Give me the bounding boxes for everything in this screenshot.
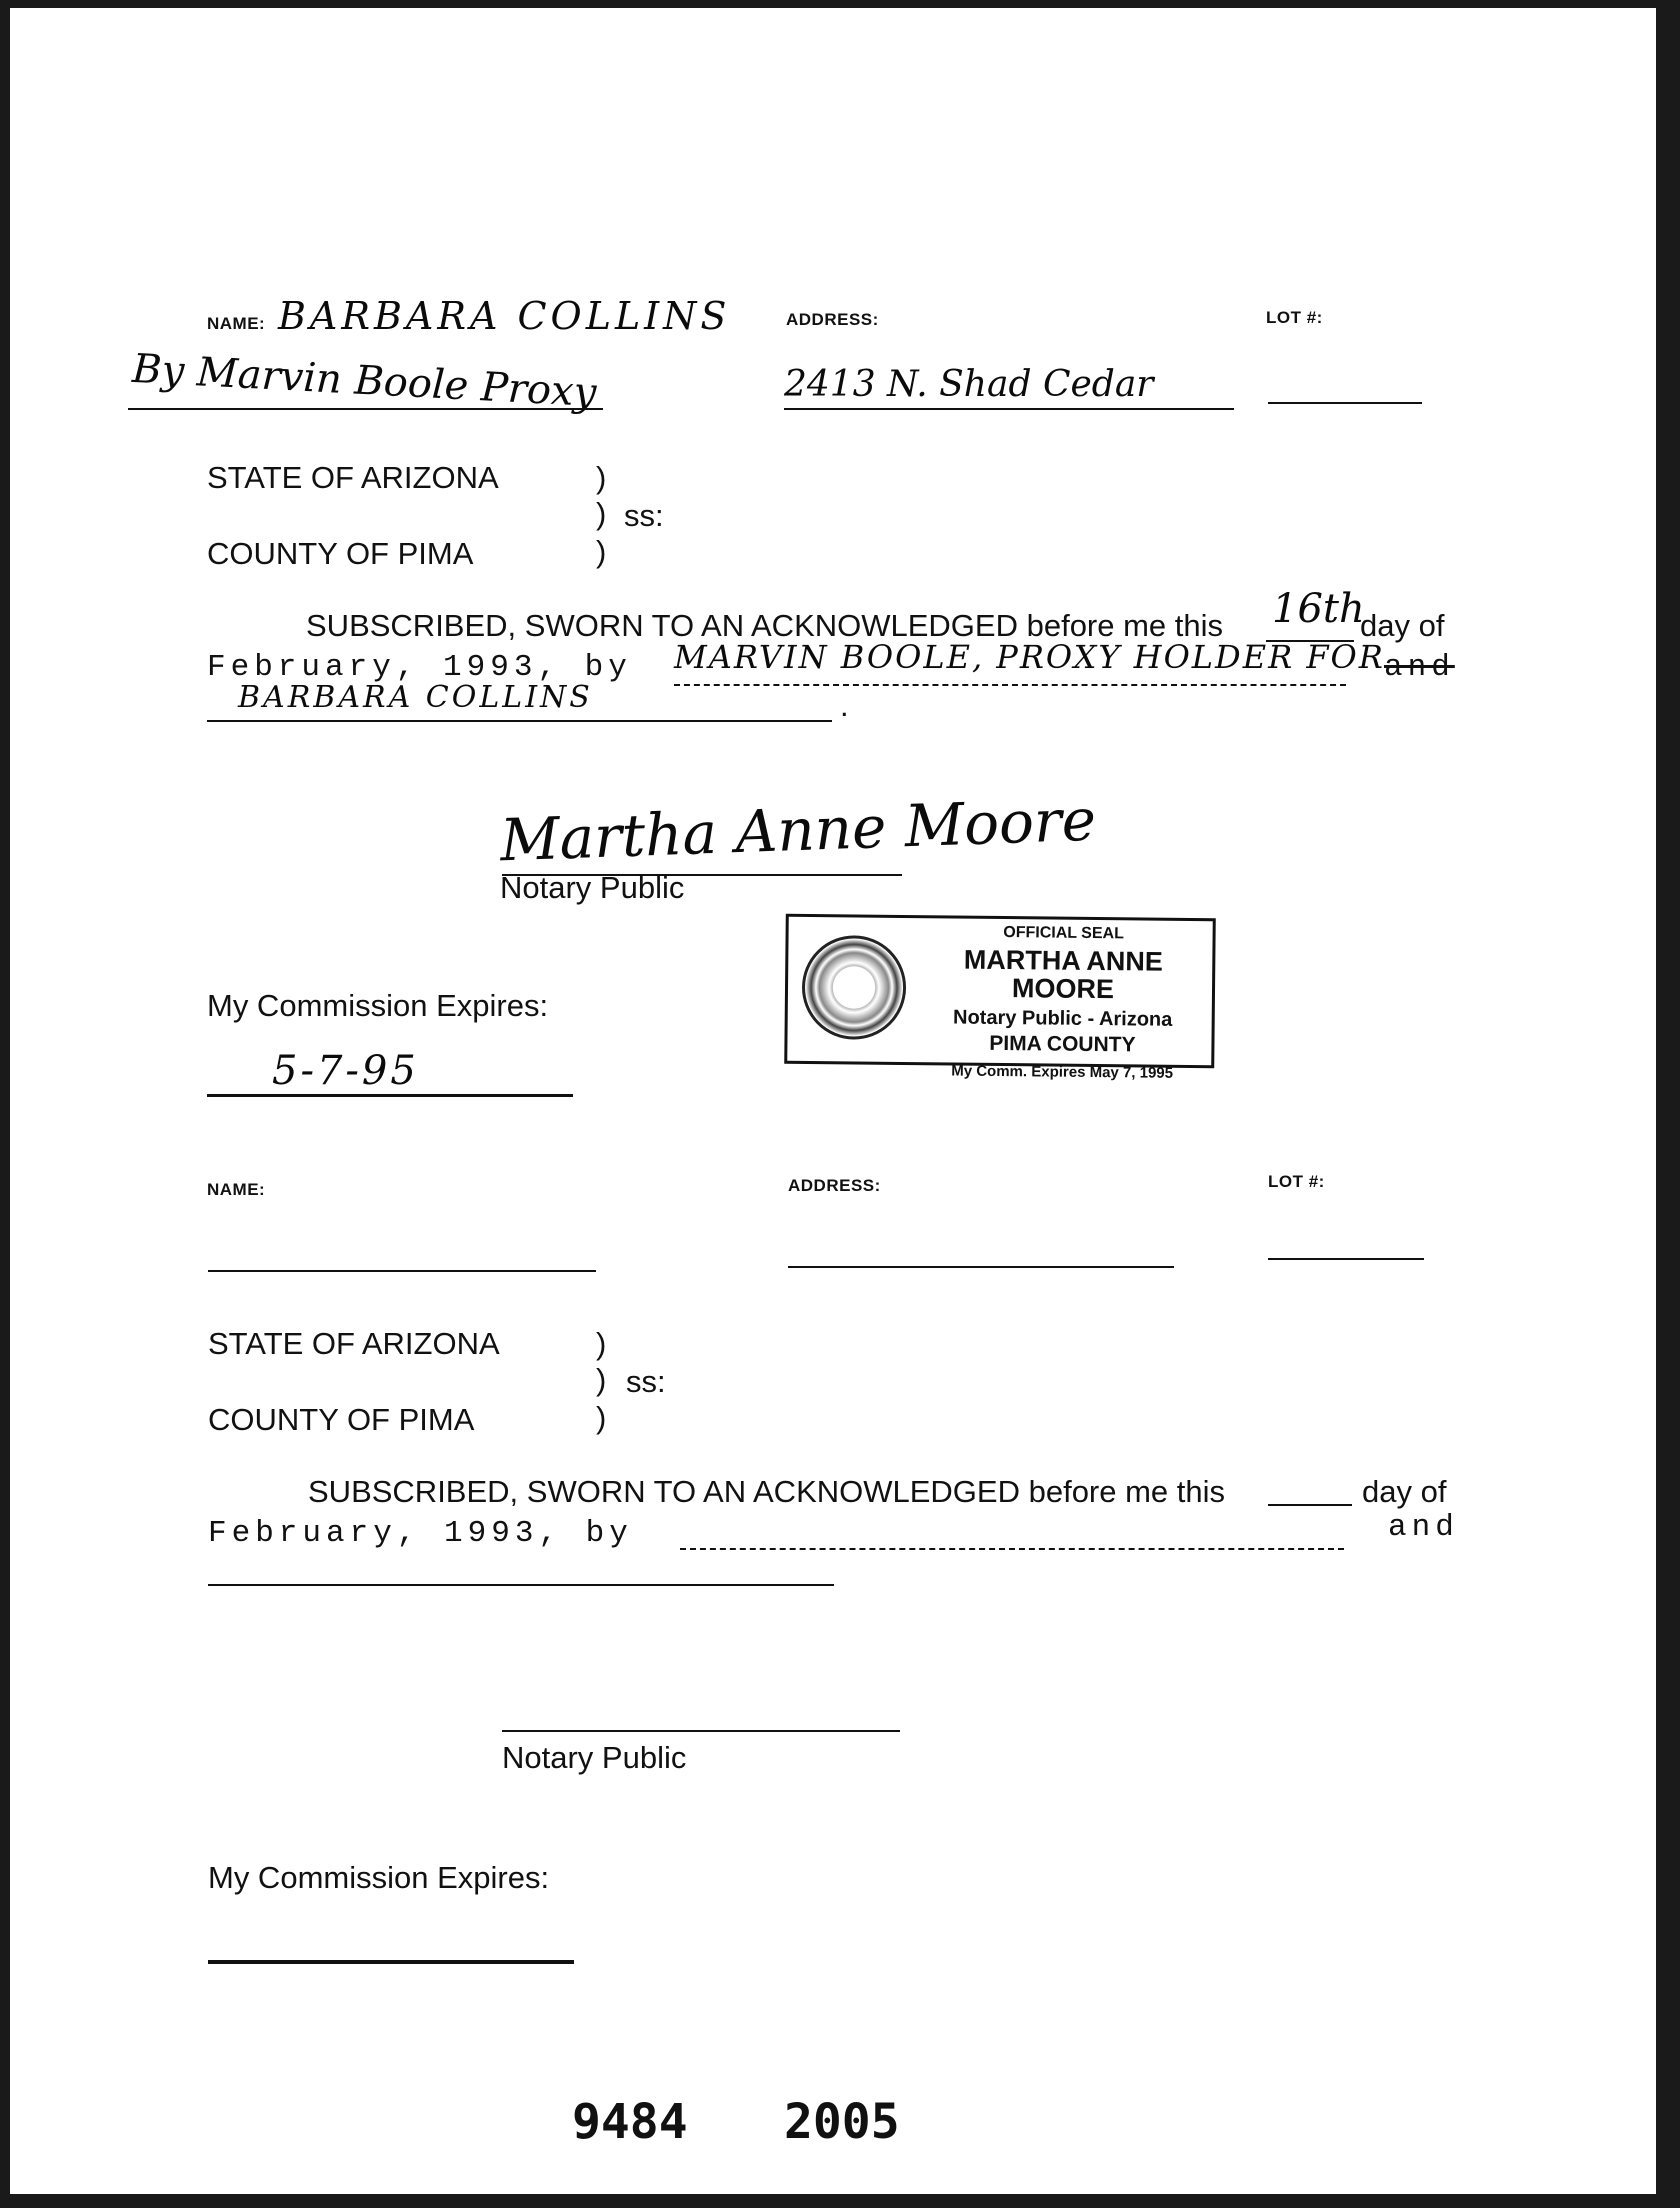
- day-of-text: day of: [1360, 608, 1445, 643]
- day-value-handwritten: 16th: [1272, 586, 1365, 632]
- name-value-handwritten: BARBARA COLLINS: [278, 294, 731, 338]
- second-underline: [207, 720, 832, 722]
- sworn-text: SUBSCRIBED, SWORN TO AN ACKNOWLEDGED before me this: [306, 608, 1224, 643]
- paren-2-2: ): [596, 1362, 607, 1397]
- proxy-signature: By Marvin Boole Proxy: [131, 345, 598, 417]
- ss-label: ss:: [624, 498, 664, 533]
- county-label: COUNTY OF PIMA: [207, 536, 474, 571]
- seal-line-2: MARTHA ANNE MOORE: [963, 944, 1163, 1005]
- name-underline-2: [208, 1270, 596, 1272]
- state-label: STATE OF ARIZONA: [207, 460, 499, 495]
- footer-number-2: 2005: [784, 2094, 900, 2150]
- state-seal-icon: [801, 935, 906, 1040]
- notary-label-2: Notary Public: [502, 1740, 687, 1775]
- paren-3: ): [596, 534, 607, 569]
- address-value-handwritten: 2413 N. Shad Cedar: [784, 364, 1154, 405]
- commission-label: My Commission Expires:: [207, 988, 549, 1023]
- notary-label: Notary Public: [500, 870, 685, 905]
- and-text-2: and: [1388, 1510, 1459, 1545]
- by-value-handwritten: MARVIN BOOLE, PROXY HOLDER FOR: [674, 638, 1385, 676]
- second-underline-2: [208, 1584, 834, 1586]
- seal-line-4: PIMA COUNTY: [989, 1032, 1136, 1057]
- by-dashed-line: [674, 684, 1346, 686]
- notary-signature-line-2: [502, 1730, 900, 1732]
- document-page: [10, 8, 1656, 2194]
- ss-label-2: ss:: [626, 1364, 666, 1399]
- date-by-text-2: February, 1993, by: [208, 1516, 633, 1551]
- commission-value-handwritten: 5-7-95: [272, 1048, 419, 1094]
- lot-underline: [1268, 402, 1422, 404]
- address-underline-2: [788, 1266, 1174, 1268]
- paren-1-2: ): [596, 1326, 607, 1361]
- second-value-handwritten: BARBARA COLLINS: [238, 680, 593, 715]
- seal-line-3: Notary Public - Arizona: [952, 1006, 1173, 1032]
- date-by-text: February, 1993, by: [207, 650, 632, 685]
- name-underline: [128, 408, 603, 410]
- paren-2: ): [596, 496, 607, 531]
- commission-underline: [207, 1094, 573, 1097]
- address-label: ADDRESS:: [786, 310, 879, 329]
- notary-signature: Martha Anne Moore: [498, 785, 1098, 875]
- commission-underline-2: [208, 1960, 574, 1964]
- paren-1: ): [596, 460, 607, 495]
- address-label-2: ADDRESS:: [788, 1176, 881, 1195]
- name-label: NAME:: [207, 314, 266, 333]
- seal-line-5: My Comm. Expires May 7, 1995: [951, 1062, 1174, 1082]
- lot-label-2: LOT #:: [1268, 1172, 1325, 1191]
- day-underline-2: [1268, 1504, 1352, 1506]
- period-mark: .: [840, 688, 849, 723]
- county-label-2: COUNTY OF PIMA: [208, 1402, 475, 1437]
- state-label-2: STATE OF ARIZONA: [208, 1326, 500, 1361]
- seal-line-1: OFFICIAL SEAL: [1003, 924, 1124, 943]
- paren-3-2: ): [596, 1400, 607, 1435]
- day-of-text-2: day of: [1362, 1474, 1447, 1509]
- footer-number-1: 9484: [572, 2094, 688, 2150]
- lot-label: LOT #:: [1266, 308, 1323, 327]
- sworn-text-2: SUBSCRIBED, SWORN TO AN ACKNOWLEDGED before me this: [308, 1474, 1226, 1509]
- official-seal-stamp: [784, 914, 1216, 1082]
- by-dashed-line-2: [680, 1548, 1344, 1550]
- name-label-2: NAME:: [207, 1180, 266, 1199]
- lot-underline-2: [1268, 1258, 1424, 1260]
- and-struck-text: and: [1384, 650, 1455, 685]
- address-underline: [784, 408, 1234, 410]
- commission-label-2: My Commission Expires:: [208, 1860, 550, 1895]
